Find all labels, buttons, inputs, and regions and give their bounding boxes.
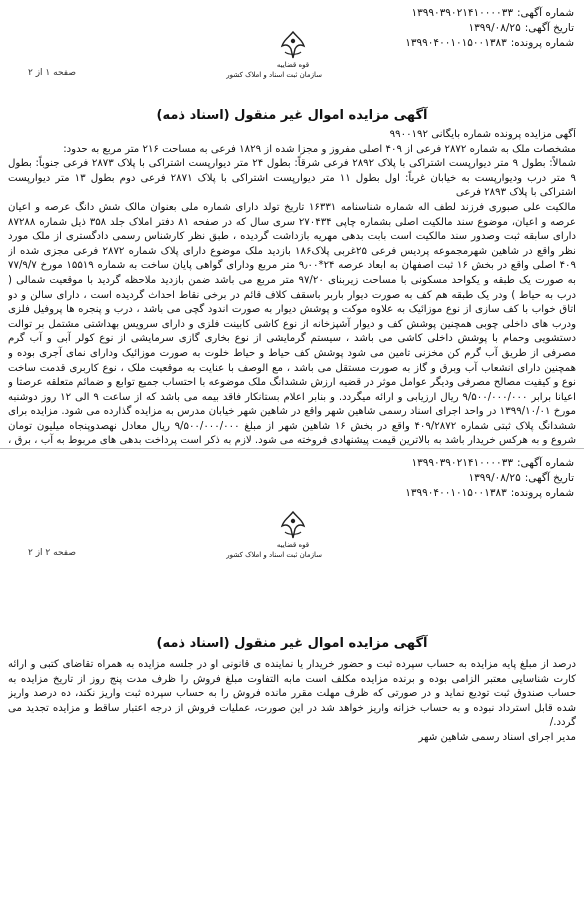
- case-number: ۱۳۹۹۰۴۰۰۱۰۱۵۰۰۱۳۸۳: [405, 37, 507, 49]
- notice-meta: [405, 456, 574, 501]
- notice-date-label: تاریخ آگهی:: [524, 22, 574, 34]
- notice-date-label: تاریخ آگهی:: [524, 472, 574, 484]
- page-number: صفحه ۲ از ۲: [28, 548, 76, 558]
- notice-date-row: [405, 21, 574, 36]
- notice-number-row: [405, 456, 574, 471]
- judiciary-emblem-icon: [276, 510, 310, 540]
- org-name-line2: سازمان ثبت اسناد و املاک کشور: [226, 551, 322, 559]
- notice-date: ۱۳۹۹/۰۸/۲۵: [468, 472, 521, 484]
- notice-date-row: [405, 471, 574, 486]
- paragraph-boundaries: شمالاً: بطول ۹ متر دیوارپست اشتراکی با پلاک ۲۸۹۲ فرعی شرقاً: بطول ۲۴ متر دیوارپست اشتراکی با پلاک ۲۸۷۳ فرعی جنوباً: بطول ۹ متر درب ودیوارپست به خیابان غرباً: اول بطول ۱۱ متر دیوارپست اشتراکی با پلاک ۲۸۷۱ فرعی دوم بطول ۱۳ متر دیوارپست اشتراکی با پلاک ۲۸۹۳ فرعی: [8, 158, 576, 199]
- paragraph-property-spec: مشخصات ملک به شماره ۲۸۷۲ فرعی از ۴۰۹ اصلی مفروز و مجزا شده از ۱۸۲۹ فرعی به مساحت ۲۱۶ متر مربع به حدود:: [63, 143, 576, 155]
- page-number: صفحه ۱ از ۲: [28, 68, 76, 78]
- case-number-label: شماره پرونده:: [510, 487, 574, 499]
- paragraph-deposit-terms: درصد از مبلغ پایه مزایده به حساب سپرده ثبت و حضور خریدار یا نماینده ی قانونی او در جلسه مزایده به همراه تقاضای کتبی و ارائه کارت شناسایی معتبر الزامی بوده و برنده مزایده مکلف است مابه التفاوت مبلغ فروش را ظرف مدت پنج روز از تاریخ مزایده به حساب صندوق ثبت تودیع نماید و در صورتی که ظرف مهلت مقرر مانده فروش را به حساب سپرده ثبت واریز نکند، ده درصد واریز شده قابل استرداد نبوده و به حساب خزانه واریز خواهد شد در این صورت، عملیات فروش از درجه اعتبار ساقط و مزایده تجدید می گردد./: [8, 659, 576, 729]
- notice-date: ۱۳۹۹/۰۸/۲۵: [468, 22, 521, 34]
- case-number: ۱۳۹۹۰۴۰۰۱۰۱۵۰۰۱۳۸۳: [405, 487, 507, 499]
- notice-body: [8, 128, 576, 446]
- case-number-label: شماره پرونده:: [510, 37, 574, 49]
- notice-meta: [405, 6, 574, 51]
- case-number-row: [405, 36, 574, 51]
- paragraph-ownership-details: مالکیت علی صبوری فرزند لطف اله شماره شناسنامه ۱۶۳۳۱ تاریخ تولد دارای شماره ملی بعنوان مالک شش دانگ عرصه و اعیان عرصه و اعیان، موضوع سند مالکیت اصلی بشماره چاپی ۲۷۰۴۳۴ سری سال که در صفحه ۸۱ دفتر املاک جلد ۳۵۸ ذیل شماره ۸۷۲۸۸ دارای سابقه ثبت وصدور سند مالکیت است بابت بدهی مهریه بازداشت گردیده ، طبق نظر کارشناس رسمی دادگستری از ملک مورد نظر واقع در شاهین شهرمجموعه پردیس فرعی ۲۵غربی پلاک۱۸۶ بازدید ملک موضوع دارای پلاک شماره ۲۸۷۲ فرعی مجزی شده از ۴۰۹ اصلی واقع در بخش ۱۶ ثبت اصفهان به ابعاد عرصه ۲۴*۹٫۰۰ متر مربع ودارای گواهی پایان ساخت به شماره ۱۵۵۱۹ مورخ ۷۷/۹/۷ به صورت یک طبقه و یکواحد مسکونی با مساحت زیربنای ۹۷/۲۰ متر مربع می باشد ضمن بازدید ملاحظه گردید با موقعیت شمالی ( درب به حیاط ) ودر یک طبقه هم کف به صورت دیوار باربر باسقف کلاف قائم در برخی نقاط احداث گردیده است ، دارای سالن و دو اتاق خواب با کف سازی از نوع موزائیک به علاوه موکت و پوشش دیوار به صورت اندود گچی می باشد ، درب و پنجره ها پروفیل فلزی ودرب های داخلی چوبی همچنین پوشش کف و دیوار آشپزخانه از نوع کاشی کابینت فلزی و دارای سرویس بهداشتی مشتمل بر توالت دستشویی وحمام با پوشش داخلی کاشی می باشد ، سیستم گرمایشی از نوع بخاری گازی سرمایشی از نوع کولر آبی و آب گرم مصرفی از طریق آب گرم کن مخزنی تامین می شود پوشش کف حیاط و حیاط خلوت به صورت موزائیک ودارای نمای آجری بوده و همچنین دارای انشعاب آب وبرق و گاز به صورت مستقل می باشد ، مع الوصف با عنایت به موقعیت ملک ، نوع کاربری قدمت ساخت نوع و کیفیت مصالح مصرفی ودیگر عوامل موثر در قضیه ارزش ششدانگ ملک موضوعه با احتساب جمیع توابع و ضمائم متعلقه عرصتا و اعیانا برابر ۹/۵۰۰/۰۰۰/۰۰۰ ریال ارزیابی و ارائه میگردد. و بنابر اعلام بستانکار فاقد بیمه می باشد که از ساعت ۹ الی ۱۲ روز دوشنبه مورخ ۱۳۹۹/۱۰/۰۱ در واحد اجرای اسناد رسمی شاهین شهر واقع در شاهین شهر خیابان مدرس به مزایده گذارده می شود. مزایده برای ششدانگ پلاک ثبتی شماره ۴۰۹/۲۸۷۲ واقع در بخش ۱۶ شاهین شهر از مبلغ ۹/۵۰۰/۰۰۰/۰۰۰ ریال معادل نهصدوپنجاه میلیون تومان شروع و به هرکس خریدار باشد به بالاترین قیمت پیشنهادی فروخته می شود. لازم به ذکر است پرداخت بدهی های مربوط به آب ، برق ،: [8, 201, 576, 446]
- notice-number-label: شماره آگهی:: [516, 7, 574, 19]
- org-name-line2: سازمان ثبت اسناد و املاک کشور: [226, 71, 322, 79]
- organization-logo: [226, 30, 322, 80]
- paragraph-archive: آگهی مزایده پرونده شماره بایگانی ۹۹۰۰۱۹۲: [389, 129, 576, 140]
- notice-body: [8, 658, 576, 768]
- notice-title: آگهی مزایده اموال غیر منقول (اسناد ذمه): [156, 636, 428, 651]
- notice-number: ۱۳۹۹۰۳۹۰۲۱۴۱۰۰۰۰۳۳: [411, 457, 513, 469]
- case-number-row: [405, 486, 574, 501]
- document-page-1: [0, 0, 584, 448]
- judiciary-emblem-icon: [276, 30, 310, 60]
- org-name-line1: قوه قضاییه: [276, 541, 310, 549]
- page-divider: [0, 448, 584, 449]
- notice-number-label: شماره آگهی:: [516, 457, 574, 469]
- notice-number: ۱۳۹۹۰۳۹۰۲۱۴۱۰۰۰۰۳۳: [411, 7, 513, 19]
- document-page-2: [0, 450, 584, 898]
- notice-title: آگهی مزایده اموال غیر منقول (اسناد ذمه): [156, 108, 428, 123]
- org-name-line1: قوه قضاییه: [276, 61, 310, 69]
- organization-logo: [226, 510, 322, 560]
- signature-line: مدیر اجرای اسناد رسمی شاهین شهر: [418, 731, 576, 743]
- notice-number-row: [405, 6, 574, 21]
